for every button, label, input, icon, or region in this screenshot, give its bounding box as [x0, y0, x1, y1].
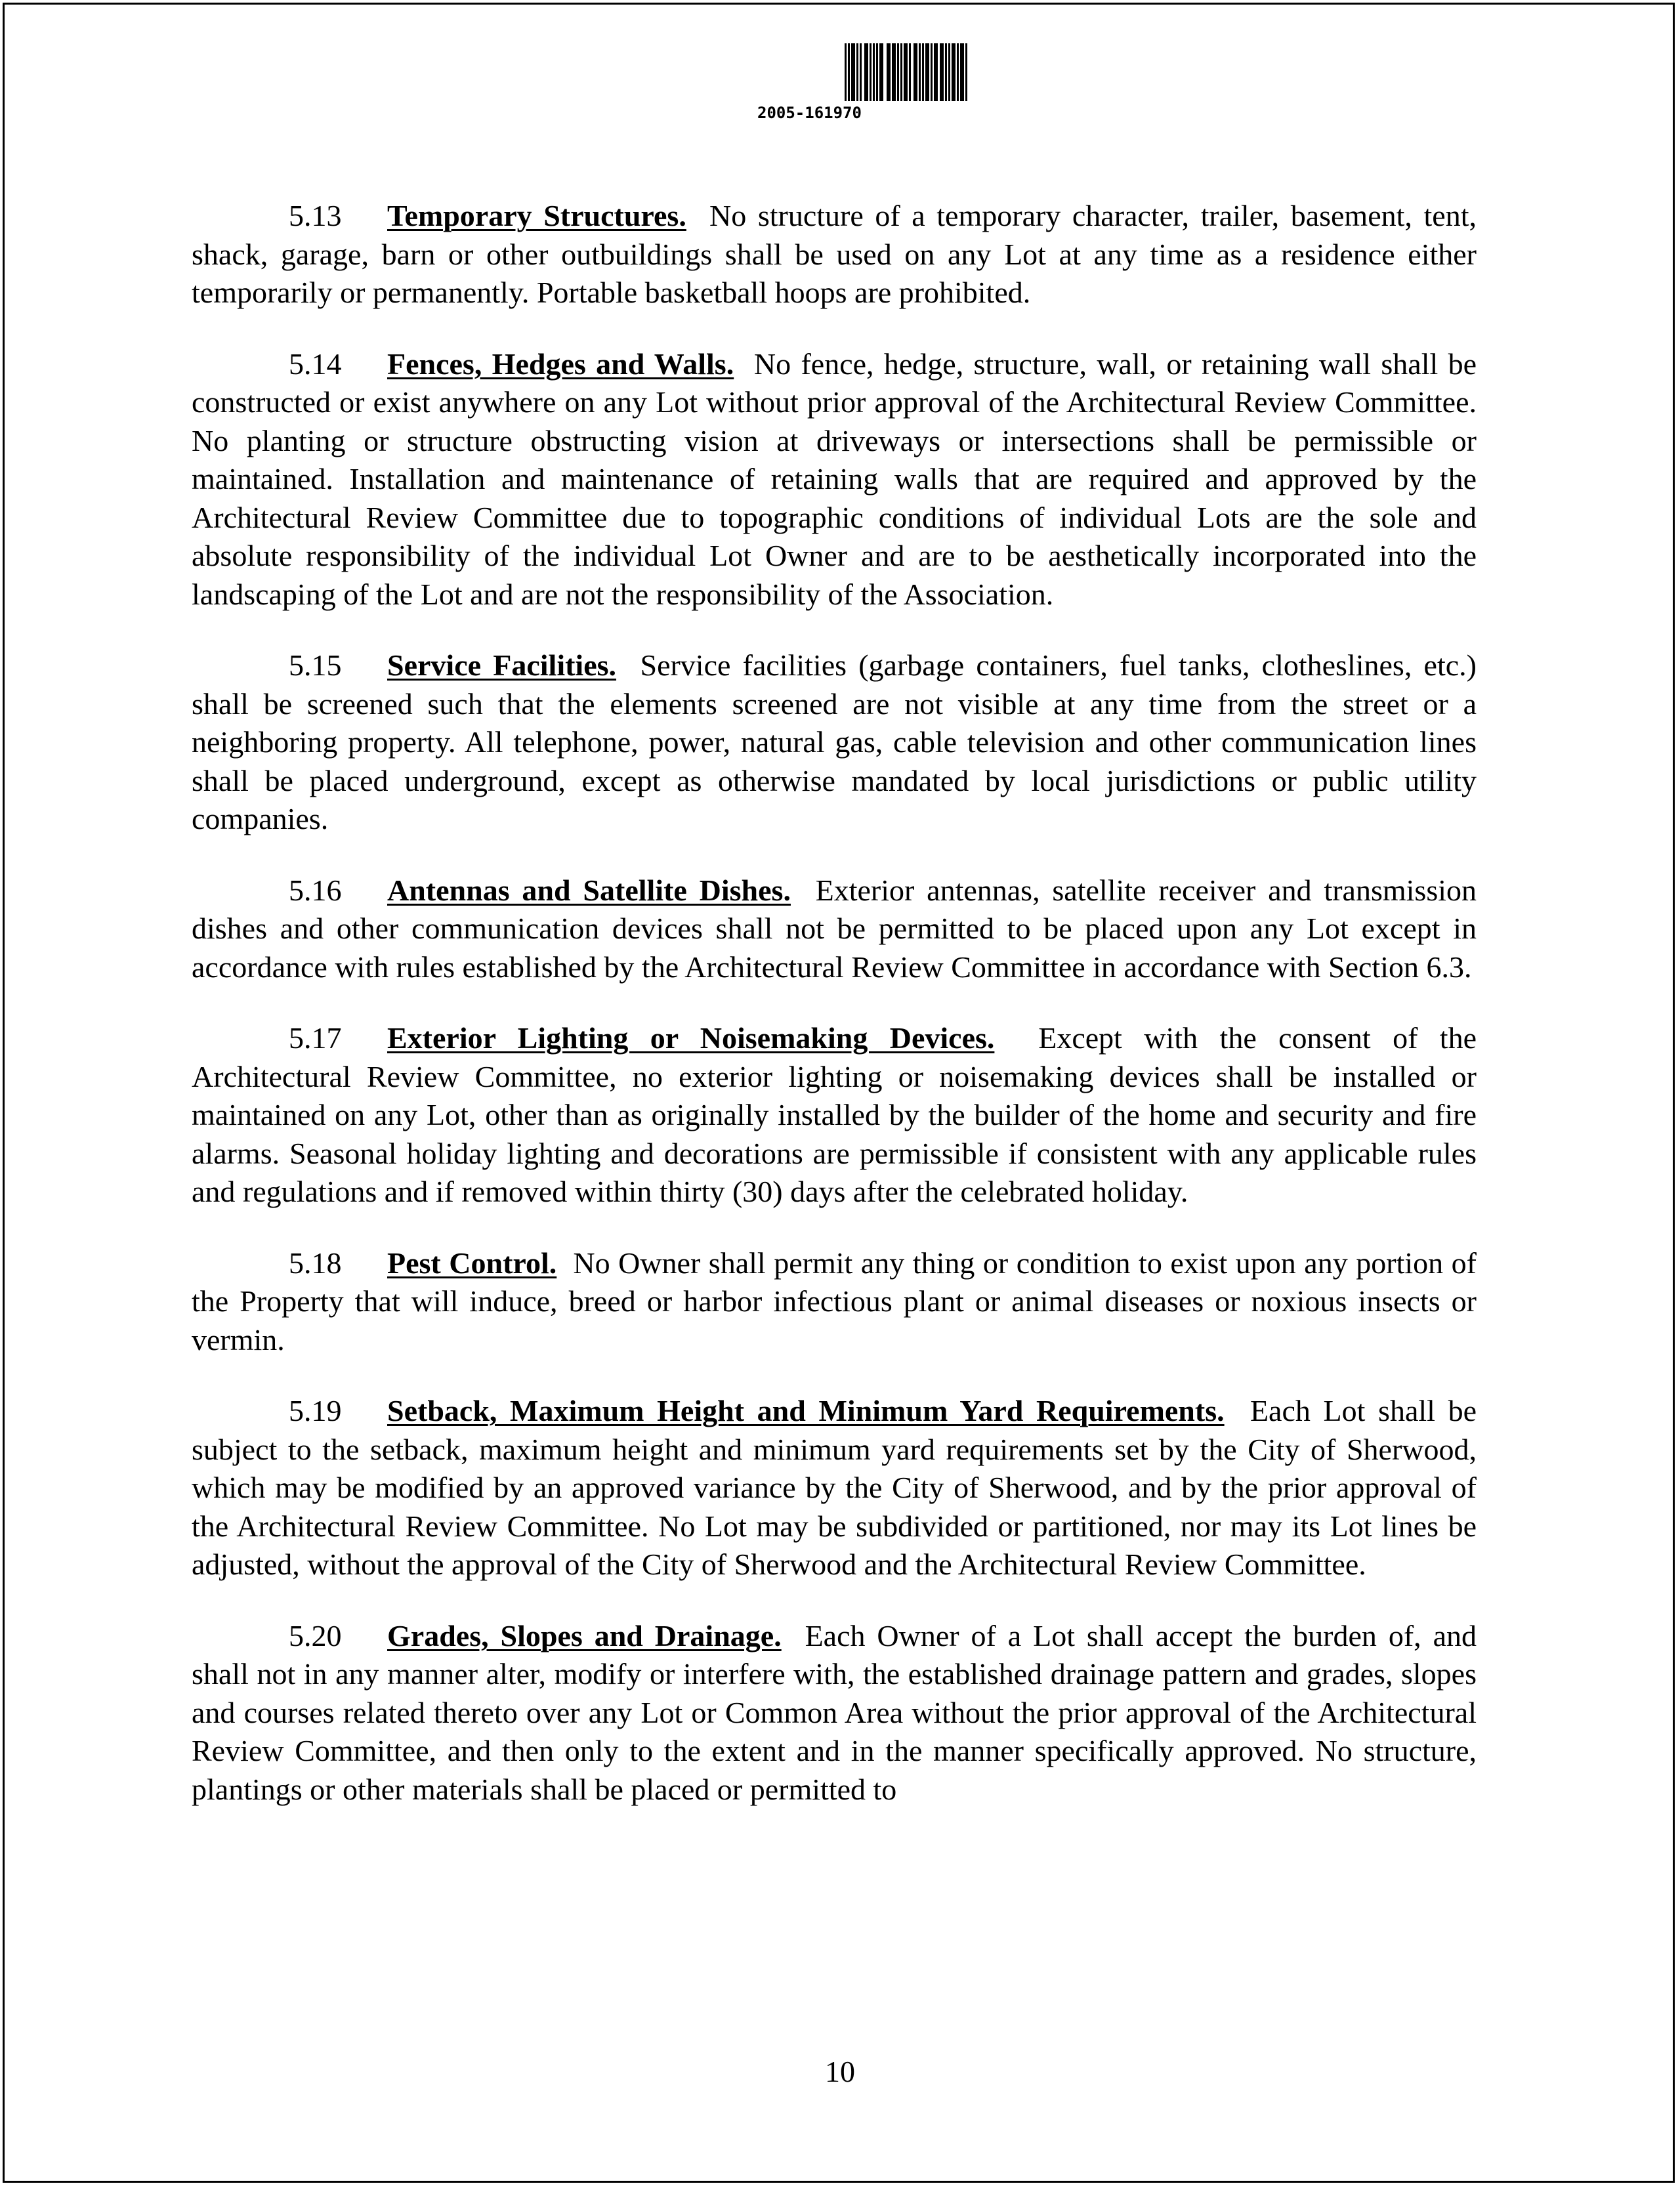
barcode-number: 2005-161970 — [757, 104, 862, 122]
section-number: 5.19 — [289, 1394, 342, 1427]
document-body — [192, 197, 1477, 1841]
section-5-14 — [192, 345, 1477, 614]
section-number: 5.17 — [289, 1021, 342, 1055]
section-title: Exterior Lighting or Noisemaking Devices. — [387, 1021, 995, 1055]
section-body: Service facilities (garbage containers, fuel tanks, clotheslines, etc.) shall be screened such that the elements screened are not visible at any time from the street or a neighboring property. All telephone, power, natural gas, cable television and other communication lines shall be placed underground, except as otherwise mandated by local jurisdictions or public utility companies. — [192, 648, 1477, 835]
section-title: Pest Control. — [387, 1246, 557, 1280]
section-5-17 — [192, 1019, 1477, 1211]
section-title: Antennas and Satellite Dishes. — [387, 873, 791, 907]
section-5-16 — [192, 872, 1477, 987]
section-body: Each Lot shall be subject to the setback, maximum height and minimum yard requirements set by the City of Sherwood, which may be modified by an approved variance by the City of Sherwood, and by the prior approval of the Architectural Review Committee. No Lot may be subdivided or partitioned, nor may its Lot lines be adjusted, without the approval of the City of Sherwood and the Architectural Review Committee. — [192, 1394, 1477, 1581]
barcode-block — [755, 43, 1057, 122]
section-title: Fences, Hedges and Walls. — [387, 347, 734, 381]
page-number: 10 — [825, 2055, 855, 2088]
section-body: Exterior antennas, satellite receiver and transmission dishes and other communication devices shall not be permitted to be placed upon any Lot except in accordance with rules established by the Architectural Review Committee in accordance with Section 6.3. — [192, 873, 1477, 984]
section-5-13 — [192, 197, 1477, 312]
section-5-20 — [192, 1617, 1477, 1809]
section-number: 5.15 — [289, 648, 342, 682]
section-title: Service Facilities. — [387, 648, 617, 682]
section-title: Temporary Structures. — [387, 199, 686, 232]
barcode-graphic — [755, 43, 1057, 101]
section-body: No fence, hedge, structure, wall, or retaining wall shall be constructed or exist anywhere on any Lot without prior approval of the Architectural Review Committee. No planting or structure obstructing vision at driveways or intersections shall be permissible or maintained. Installation and maintenance of retaining walls that are required and approved by the Architectural Review Committee due to topographic conditions of individual Lots are the sole and absolute responsibility of the individual Lot Owner and are to be aesthetically incorporated into the landscaping of the Lot and are not the responsibility of the Association. — [192, 347, 1477, 611]
section-number: 5.16 — [289, 873, 342, 907]
section-5-15 — [192, 646, 1477, 839]
section-number: 5.14 — [289, 347, 342, 381]
section-body: Each Owner of a Lot shall accept the burden of, and shall not in any manner alter, modify or interfere with, the established drainage pattern and grades, slopes and courses related thereto over any Lot or Common Area without the prior approval of the Architectural Review Committee, and then only to the extent and in the manner specifically approved. No structure, plantings or other materials shall be placed or permitted to — [192, 1618, 1477, 1806]
section-5-19 — [192, 1392, 1477, 1584]
section-5-18 — [192, 1244, 1477, 1360]
section-title: Grades, Slopes and Drainage. — [387, 1618, 782, 1652]
barcode-bar — [965, 43, 967, 101]
section-body: Except with the consent of the Architectural Review Committee, no exterior lighting or noisemaking devices shall be installed or maintained on any Lot, other than as originally installed by the builder of the home and security and fire alarms. Seasonal holiday lighting and decorations are permissible if consistent with any applicable rules and regulations and if removed within thirty (30) days after the celebrated holiday. — [192, 1021, 1477, 1208]
section-number: 5.20 — [289, 1618, 342, 1652]
section-body: No structure of a temporary character, trailer, basement, tent, shack, garage, barn or other outbuildings shall be used on any Lot at any time as a residence either temporarily or permanently. Portable basketball hoops are prohibited. — [192, 199, 1477, 309]
section-body: No Owner shall permit any thing or condition to exist upon any portion of the Property that will induce, breed or harbor infectious plant or animal diseases or noxious insects or vermin. — [192, 1246, 1477, 1357]
section-number: 5.18 — [289, 1246, 342, 1280]
section-title: Setback, Maximum Height and Minimum Yard Requirements. — [387, 1394, 1225, 1427]
section-number: 5.13 — [289, 199, 342, 232]
